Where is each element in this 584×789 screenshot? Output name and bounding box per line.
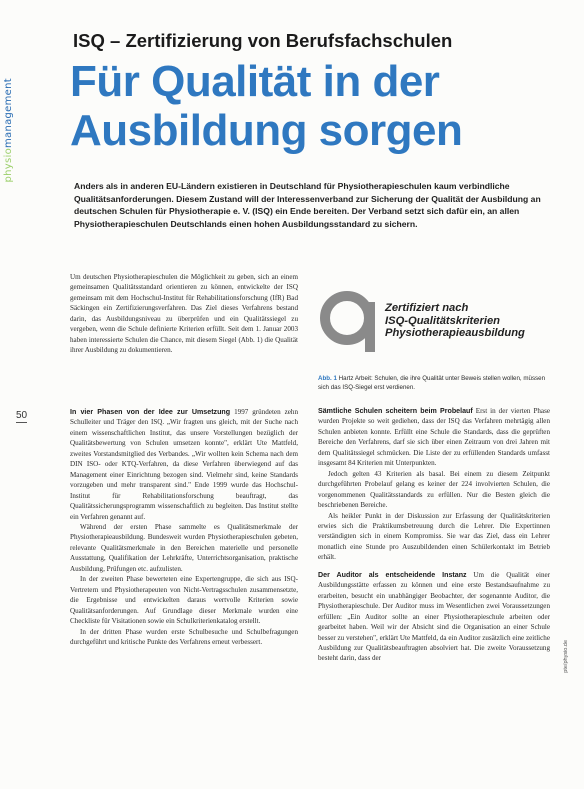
article-kicker: ISQ – Zertifizierung von Berufsfachschulen [73, 30, 453, 51]
left-paragraph-1-text: 1997 gründeten zehn Schulleiter und Träger den ISQ. „Wir fragten uns gleich, mit der Suche nach einem wissenschaftlichen Institut, das unsere Vorstellungen bezüglich der Qualitätsbewertung von Schulen umsetzen konnte", erklärt Ute Mattfeld, zweites Vorstandsmitglied des Verbandes. „Wir wollten kein Schema nach dem DIN ISO- oder KTQ-Verfahren, da diese Verfahren überwiegend auf das Management einer Einrichtung bezogen sind. Vielmehr sind, keine Standards vorzugeben und mehr transparent sind." Ende 1999 wurde das Hochschul-Institut für Rehabilitationsforschung beauftragt, das Qualitätssicherungsprogramm wissenschaftlich zu begleiten. Das Institut stellte ein Verfahren genannt auf. [70, 408, 298, 521]
right-paragraph-4-text: Um die Qualität einer Ausbildungsstätte erfassen zu können und eine erste Bestandsaufnahme zu erarbeiten, besucht ein unabhängiger Beobachter, der sogenannte Auditor, die Physiotherapieschule. Der Auditor muss im Wesentlichen zwei Voraussetzungen erfüllen: „Ein Auditor sollte an einer Physiotherapieschule arbeiten oder gearbeitet haben. Weil wir der Absicht sind die Organisation an einer Schule besser zu verstehen", erklärt Ute Mattfeld, da ein Auditor zusätzlich eine zeitliche Ausbildung zur Qualitätsbeauftragten absolviert hat. Die zweite Voraussetzung besteht darin, dass der [318, 570, 551, 663]
headline-line-1: Für Qualität in der [70, 57, 440, 106]
left-paragraph-3: In der zweiten Phase bewerteten eine Expertengruppe, die sich aus ISQ-Vertretern und Physiotherapeuten von Nicht-Vertragsschulen zusammensetzte, die Ergebnisse und entwickelten daraus wertvolle Kriterien sowie Qualitätsanforderungen. Auf Grundlage dieser Merkmale wurden eine Checkliste für Visitationen sowie ein Schulkriterienkatalog erstellt. [70, 575, 298, 626]
isq-seal [317, 284, 553, 368]
figure-caption [318, 374, 554, 392]
intro-paragraph: Um deutschen Physiotherapieschulen die Möglichkeit zu geben, sich an einem gemeinsamen Qualitätsstandard orientieren zu können, entwickelte der ISQ gemeinsam mit dem Hochschul-Institut für Rehabilitationsforschung (IfR) Bad Säckingen ein Zertifizierungsverfahren. Das Ziel dieses Verfahrens bestand darin, das Ausbildungsniveau zu überprüfen und ein Qualitätssiegel zu vergeben, wenn die Schule definierte Kriterien erfüllt. Seit dem 1. Januar 2003 haben interessierte Schulen die Chance, mit diesem Siegel (Abb. 1) die Qualität ihrer Ausbildung zu dokumentieren. [70, 273, 298, 355]
seal-line-1: Zertifiziert nach [385, 302, 469, 314]
intro-column [70, 272, 298, 356]
seal-line-3: Physiotherapieausbildung [385, 327, 525, 340]
right-paragraph-2: Jedoch gelten 43 Kriterien als basal. Bei einem zu diesem Zeitpunkt durchgeführten Probelauf gelang es keiner der 224 involvierten Schulen, die vorgenommenen Qualitätsstandards zu erfüllen. Nur die Besten gleich die beschriebenen Bereiche. [318, 469, 550, 510]
left-heading-1: In vier Phasen von der Idee zur Umsetzung [70, 408, 231, 416]
right-paragraph-1 [318, 406, 550, 469]
page-number: 50 [16, 410, 28, 421]
section-tag [3, 78, 14, 183]
headline-line-2: Ausbildung sorgen [70, 106, 463, 155]
left-paragraph-1 [70, 407, 298, 522]
article-headline [70, 57, 570, 155]
article-lead: Anders als in anderen EU-Ländern existieren in Deutschland für Physiotherapieschulen kaum verbindliche Qualitätsanforderungen. Diesem Zustand will der Interessenverband zur Sicherung der Qualität der Ausbildung an deutschen Schulen für Physiotherapie e. V. (ISQ) ein Ende bereiten. Der Verband setzt sich dafür ein, an allen Physiotherapieschulen Deutschlands einen hohen Ausbildungsstandard zu sichern. [74, 181, 541, 229]
seal-text [385, 302, 525, 340]
right-paragraph-1-text: Erst in der vierten Phase wurden Projekte so weit gediehen, dass der ISQ das Verfahren mehrtägig allen Schulen anbieten konnte. Erfüllt eine Schule die Standards, dass die geprüften Bereiche den Verfahrens, darf sie sich über einen Zeitraum von drei Jahren mit dem Qualitätssiegel schmücken. Die Liste der zu erfüllenden Standards umfasst insgesamt 84 Kriterien mit Unterpunkten. [318, 407, 550, 468]
right-column [318, 406, 550, 664]
seal-line-2: ISQ-Qualitätskriterien [385, 314, 501, 327]
left-paragraph-4: In der dritten Phase wurden erste Schulbesuche und Schulbefragungen durchgeführt und kritische Punkte des Verfahrens erneut verbessert. [70, 627, 298, 646]
isq-q-logo-icon [319, 288, 383, 352]
figure-caption-text: Hartz Arbeit: Schulen, die ihre Qualität unter Beweis stellen wollen, müssen sich das ISQ-Siegel erst verdienen. [318, 375, 546, 391]
section-tag-dark: management [3, 78, 14, 148]
figure-label: Abb. 1 [318, 375, 337, 382]
right-paragraph-4 [318, 570, 550, 664]
left-column [70, 407, 298, 647]
section-tag-light: physio [3, 148, 14, 183]
photo-credit: pte/physio.de [563, 640, 569, 673]
right-heading-2: Der Auditor als entscheidende Instanz [318, 570, 467, 579]
right-paragraph-3: Als heikler Punkt in der Diskussion zur Erfassung der Qualitätskriterien erwies sich die Praktikumsbetreuung durch die Lehrer. Die Expertinnen verständigten sich in einem Kompromiss. Sie war das Ziel, dass ein Lehrer monatlich eine Stunde pro Auszubildenden einen Schülerkontakt im Betrieb erhält. [318, 511, 550, 562]
right-heading-1: Sämtliche Schulen scheitern beim Probelauf [318, 407, 473, 415]
left-paragraph-2: Während der ersten Phase sammelte es Qualitätsmerkmale der Physiotherapieausbildung. Bundesweit wurden Physiotherapieschulen gebeten, relevante Qualitätsmerkmale in den Bereichen materielle und personelle Ausstattung, Qualifikation der Lehrkräfte, Unterrichtsorganisation, praktische Ausbildung, Prüfungen etc. aufzulisten. [70, 522, 298, 573]
